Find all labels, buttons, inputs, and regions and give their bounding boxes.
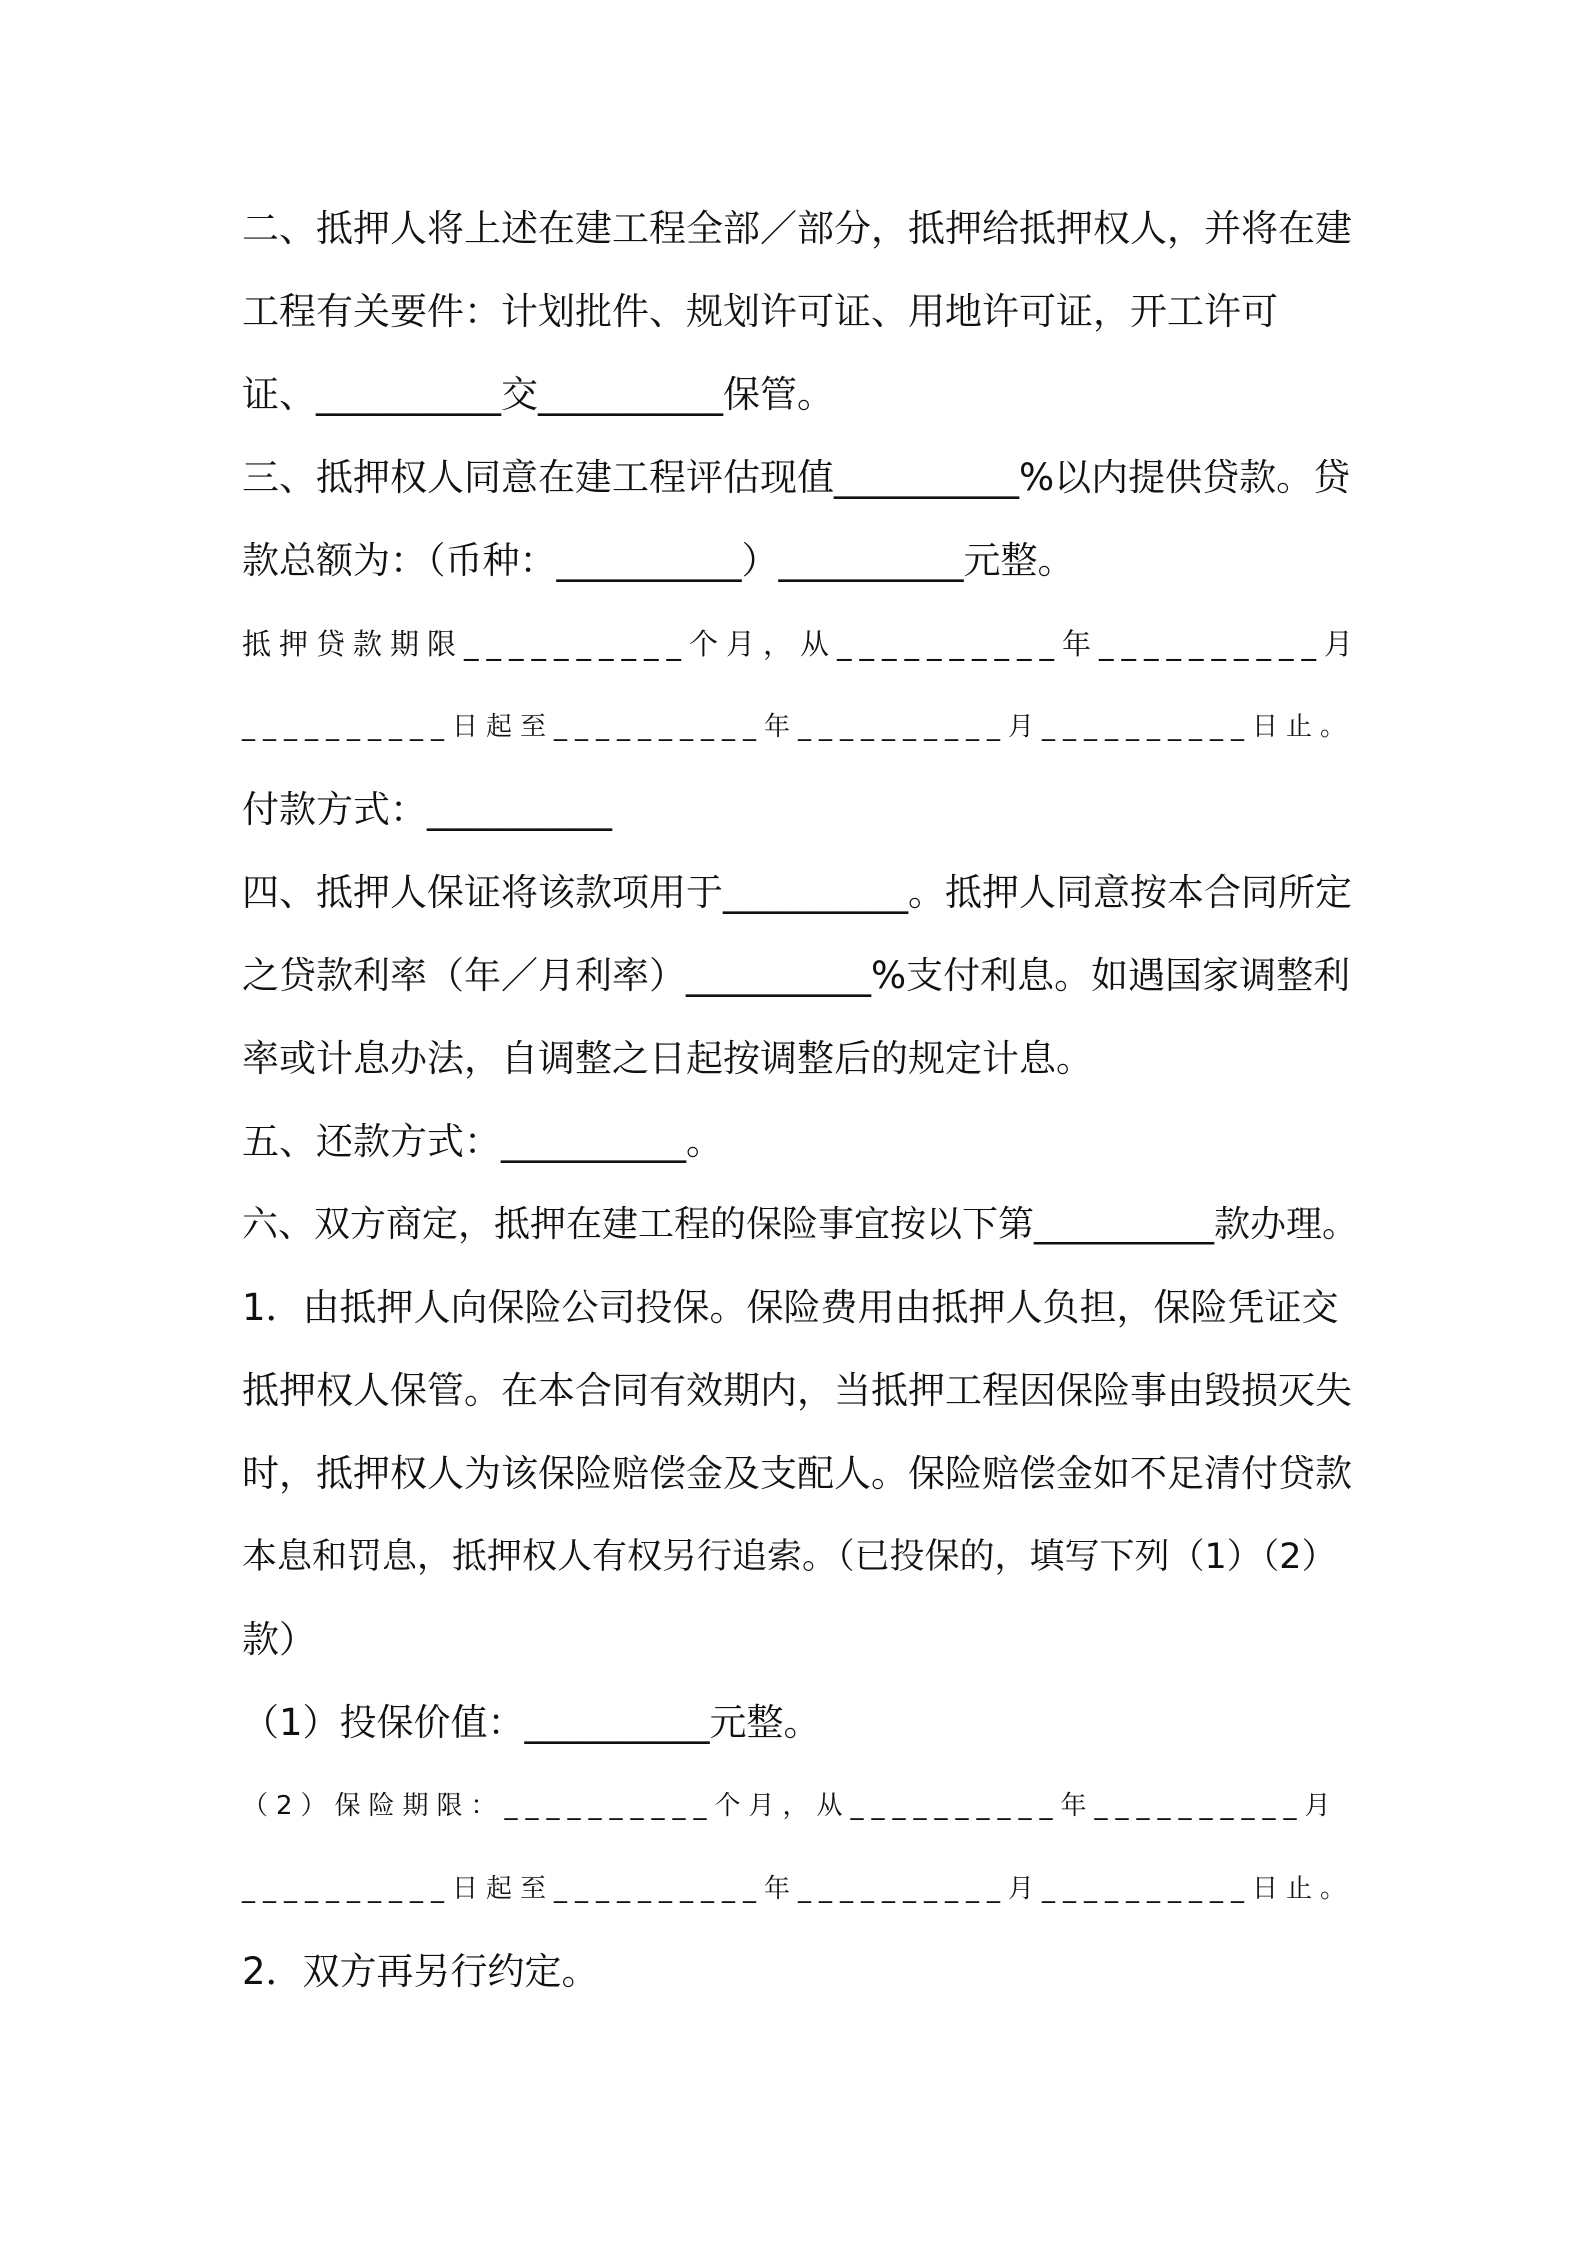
payment-method-line: 付款方式：__________ xyxy=(242,788,612,831)
option-1-line-3: 时，抵押权人为该保险赔偿金及支配人。保险赔偿金如不足清付贷款 xyxy=(242,1452,1352,1495)
clause-2-line-3: 证、__________交__________保管。 xyxy=(242,373,834,416)
clause-4-line-3: 率或计息办法，自调整之日起按调整后的规定计息。 xyxy=(242,1037,1093,1080)
option-1-line-5: 款） xyxy=(242,1618,316,1661)
clause-6-line: 六、双方商定，抵押在建工程的保险事宜按以下第__________款办理。 xyxy=(242,1204,1359,1245)
clause-4-line-2: 之贷款利率（年／月利率）__________%支付利息。如遇国家调整利 xyxy=(242,954,1351,997)
loan-term-line-2: __________日起至__________年__________月__________日止。 xyxy=(242,712,1355,742)
option-1-line-4: 本息和罚息，抵押权人有权另行追索。（已投保的，填写下列（1）（2） xyxy=(242,1537,1337,1577)
clause-3-line-1: 三、抵押权人同意在建工程评估现值__________%以内提供贷款。贷 xyxy=(242,456,1351,499)
clause-5-line: 五、还款方式：__________。 xyxy=(242,1120,723,1163)
insurance-term-line-1: （2）保险期限：__________个月，从__________年__________月 xyxy=(242,1791,1339,1821)
clause-4-line-1: 四、抵押人保证将该款项用于__________。抵押人同意按本合同所定 xyxy=(242,871,1352,914)
option-2-line: 2．双方再另行约定。 xyxy=(242,1950,599,1993)
insurance-term-line-2: __________日起至__________年__________月__________日止。 xyxy=(242,1874,1355,1904)
option-1-line-2: 抵押权人保管。在本合同有效期内，当抵押工程因保险事由毁损灭失 xyxy=(242,1369,1352,1412)
clause-2-line-1: 二、抵押人将上述在建工程全部／部分，抵押给抵押权人，并将在建 xyxy=(242,207,1352,250)
option-1-line-1: 1．由抵押人向保险公司投保。保险费用由抵押人负担，保险凭证交 xyxy=(242,1286,1339,1329)
insured-value-line: （1）投保价值：__________元整。 xyxy=(242,1701,821,1744)
clause-2-line-2: 工程有关要件：计划批件、规划许可证、用地许可证，开工许可 xyxy=(242,290,1278,333)
clause-3-line-2: 款总额为：（币种：__________）__________元整。 xyxy=(242,539,1075,582)
loan-term-line-1: 抵押贷款期限__________个月，从__________年__________月 xyxy=(242,627,1362,661)
